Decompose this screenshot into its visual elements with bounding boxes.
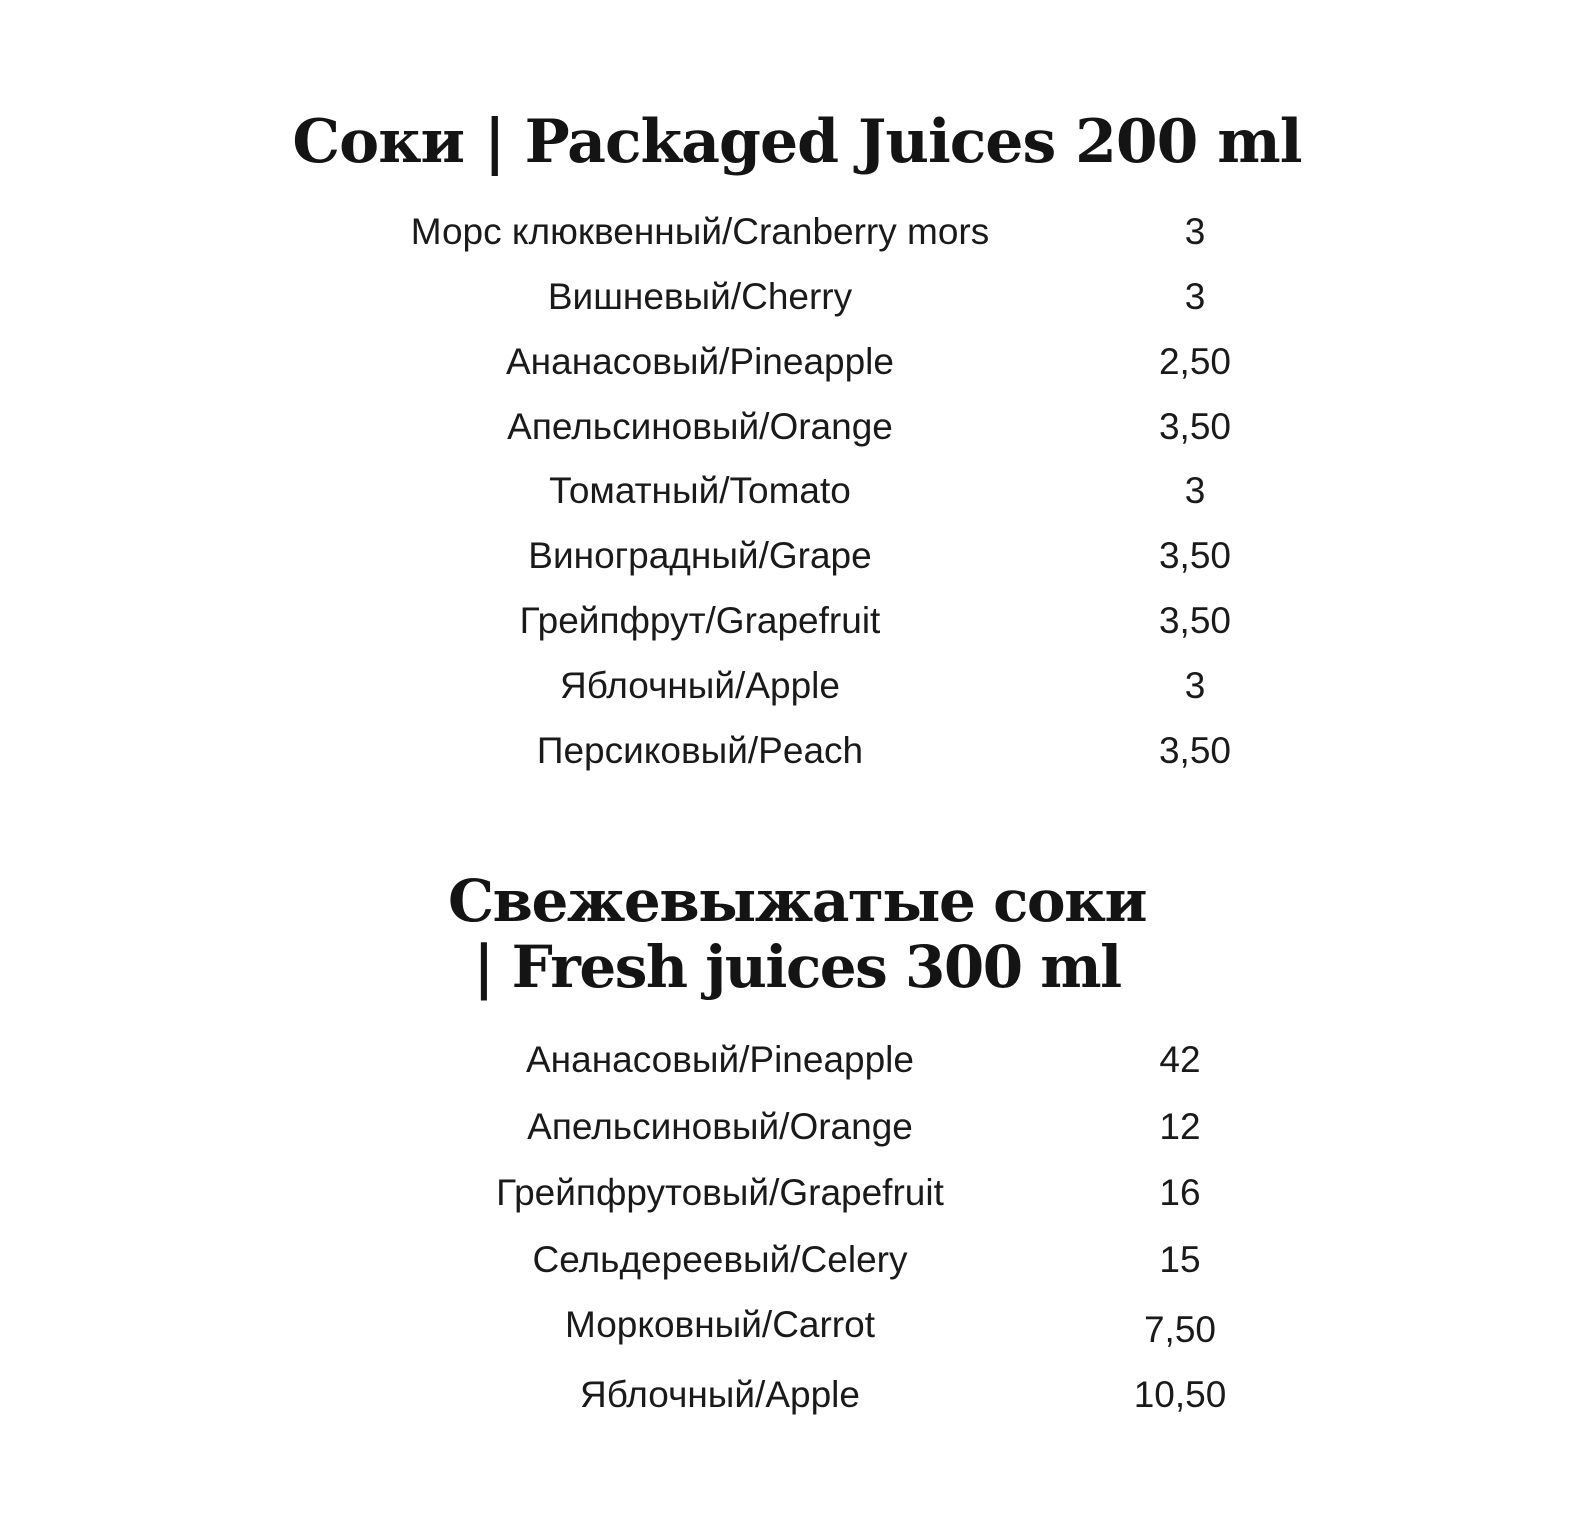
section-title-line-2: | Fresh juices 300 ml <box>473 933 1121 1001</box>
menu-item-price: 12 <box>1159 1106 1201 1147</box>
menu-item-price: 2,50 <box>1158 341 1231 382</box>
menu-item-name: Виноградный/Grape <box>528 535 872 576</box>
section-title-fresh-juices <box>0 868 1594 1000</box>
menu-item-price: 3 <box>1184 665 1206 706</box>
section-title-line-1: Свежевыжатые соки <box>448 867 1146 935</box>
menu-item-name: Морковный/Carrot <box>564 1304 875 1345</box>
menu-item-price: 3 <box>1184 470 1206 511</box>
menu-item-name: Грейпфрутовый/Grapefruit <box>496 1172 944 1213</box>
menu-item-name: Грейпфрут/Grapefruit <box>519 600 881 641</box>
menu-item-price: 10,50 <box>1133 1374 1227 1415</box>
menu-item-price: 7,50 <box>1143 1309 1216 1350</box>
menu-item-name: Ананасовый/Pineapple <box>506 341 894 382</box>
menu-item-price: 15 <box>1159 1239 1201 1280</box>
menu-item-name: Апельсиновый/Orange <box>527 1106 913 1147</box>
menu-item-name: Ананасовый/Pineapple <box>526 1039 914 1080</box>
menu-item-name: Томатный/Tomato <box>549 470 851 511</box>
menu-item-name: Яблочный/Apple <box>580 1374 860 1415</box>
menu-item-price: 3 <box>1184 276 1206 317</box>
menu-item-price: 3,50 <box>1158 406 1231 447</box>
menu-item-name: Вишневый/Cherry <box>547 276 853 317</box>
menu-item-price: 42 <box>1159 1039 1201 1080</box>
section-title-packaged-juices: Соки | Packaged Juices 200 ml <box>292 107 1302 177</box>
menu-item-price: 16 <box>1159 1172 1201 1213</box>
menu-item-name: Яблочный/Apple <box>560 665 840 706</box>
menu-item-name: Сельдереевый/Celery <box>532 1239 908 1280</box>
menu-item-price: 3,50 <box>1158 600 1231 641</box>
menu-item-price: 3 <box>1184 211 1206 252</box>
menu-item-price: 3,50 <box>1158 535 1231 576</box>
menu-item-price: 3,50 <box>1158 730 1231 771</box>
menu-item-name: Персиковый/Peach <box>536 730 864 771</box>
menu-item-name: Морс клюквенный/Cranberry mors <box>410 211 990 252</box>
menu-item-name: Апельсиновый/Orange <box>507 406 893 447</box>
